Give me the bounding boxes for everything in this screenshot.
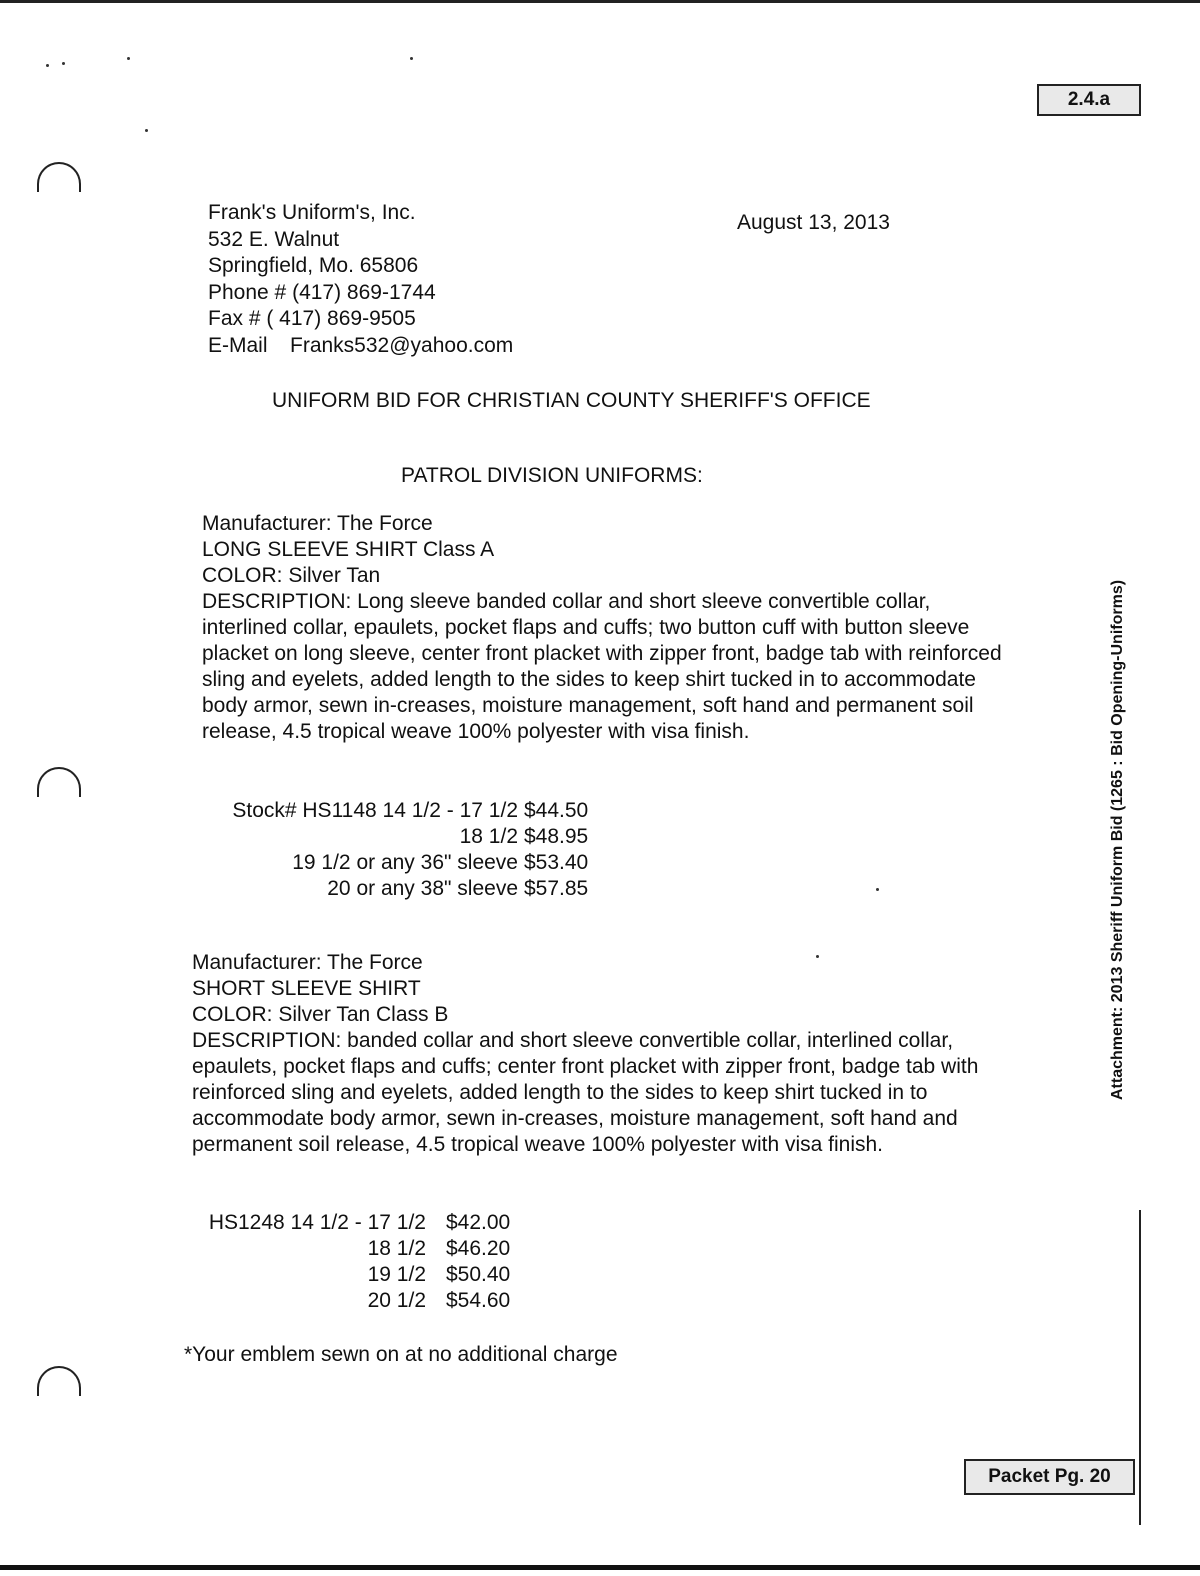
- street-address: 532 E. Walnut: [208, 227, 340, 251]
- price-value: $54.60: [446, 1289, 511, 1312]
- price-value: $42.00: [446, 1211, 511, 1234]
- scan-speck: [46, 64, 49, 67]
- item-name: SHORT SLEEVE SHIRT: [192, 977, 421, 1000]
- section-heading: PATROL DIVISION UNIFORMS:: [401, 464, 703, 487]
- punch-hole-mark: [37, 767, 81, 797]
- price-label: 19 1/2 or any 36" sleeve: [292, 851, 518, 874]
- manufacturer: Manufacturer: The Force: [202, 512, 433, 535]
- price-value: $44.50: [524, 799, 589, 822]
- item-description: DESCRIPTION: banded collar and short sleeve convertible collar, interlined collar, epaulets, pocket flaps and cuffs; center front placket with zipper front, badge tab with reinforced sling and eyelets, added length to the sides to keep shirt tucked in to accommodate body armor, sewn in-creases, moisture management, soft hand and permanent soil release, 4.5 tropical weave 100% polyester with visa finish.: [192, 1029, 979, 1156]
- fax-number: Fax # ( 417) 869-9505: [208, 307, 416, 330]
- sender-address: [208, 200, 513, 359]
- scan-speck: [127, 57, 130, 60]
- price-label: 18 1/2: [367, 1237, 426, 1260]
- item-name: LONG SLEEVE SHIRT Class A: [202, 538, 495, 561]
- attachment-label: Attachment: 2013 Sheriff Uniform Bid (1265 : Bid Opening-Uniforms): [1109, 579, 1126, 1100]
- price-label: 18 1/2: [459, 825, 518, 848]
- price-label: Stock# HS1148 14 1/2 - 17 1/2: [232, 799, 518, 822]
- price-value: $48.95: [524, 825, 589, 848]
- agenda-item-badge: 2.4.a: [1037, 84, 1141, 116]
- email-line: [208, 333, 513, 360]
- letter-date: August 13, 2013: [737, 211, 890, 234]
- city-state-zip: Springfield, Mo. 65806: [208, 254, 419, 277]
- scan-speck: [62, 62, 65, 65]
- punch-hole-mark: [37, 162, 81, 192]
- phone-number: Phone # (417) 869-1744: [208, 280, 436, 304]
- price-value: $46.20: [446, 1237, 511, 1260]
- item-color: COLOR: Silver Tan: [202, 564, 381, 587]
- item-description: DESCRIPTION: Long sleeve banded collar and short sleeve convertible collar, interlined collar, epaulets, pocket flaps and cuffs; two button cuff with button sleeve placket on long sleeve, center front placket with zipper front, badge tab with reinforced sling and eyelets, added length to the sides to keep shirt tucked in to accommodate body armor, sewn in-creases, moisture management, soft hand and permanent soil release, 4.5 tropical weave 100% polyester with visa finish.: [202, 590, 1002, 743]
- price-label: 19 1/2: [367, 1263, 426, 1286]
- top-edge-line: [0, 0, 1200, 3]
- punch-hole-mark: [37, 1366, 81, 1396]
- item-short-sleeve-shirt: [192, 950, 992, 1158]
- emblem-note: *Your emblem sewn on at no additional charge: [184, 1343, 618, 1366]
- bottom-edge-line: [0, 1565, 1200, 1570]
- email-address: Franks532@yahoo.com: [290, 333, 514, 357]
- company-name: Frank's Uniform's, Inc.: [208, 201, 416, 224]
- price-value: $50.40: [446, 1263, 511, 1286]
- item-color: COLOR: Silver Tan Class B: [192, 1003, 449, 1026]
- price-label: 20 or any 38" sleeve: [327, 877, 518, 900]
- scan-speck: [410, 57, 413, 60]
- document-title: UNIFORM BID FOR CHRISTIAN COUNTY SHERIFF'S OFFICE: [272, 389, 871, 412]
- item-long-sleeve-shirt: [202, 511, 1002, 745]
- price-label: HS1248 14 1/2 - 17 1/2: [208, 1211, 426, 1234]
- scan-speck: [876, 888, 879, 891]
- packet-page-badge: Packet Pg. 20: [964, 1459, 1135, 1495]
- manufacturer: Manufacturer: The Force: [192, 951, 423, 974]
- price-label: 20 1/2: [367, 1289, 426, 1312]
- email-label: E-Mail: [208, 333, 268, 357]
- scan-speck: [145, 129, 148, 132]
- price-value: $57.85: [524, 877, 589, 900]
- right-margin-rule: [1139, 1210, 1141, 1525]
- price-value: $53.40: [524, 851, 589, 874]
